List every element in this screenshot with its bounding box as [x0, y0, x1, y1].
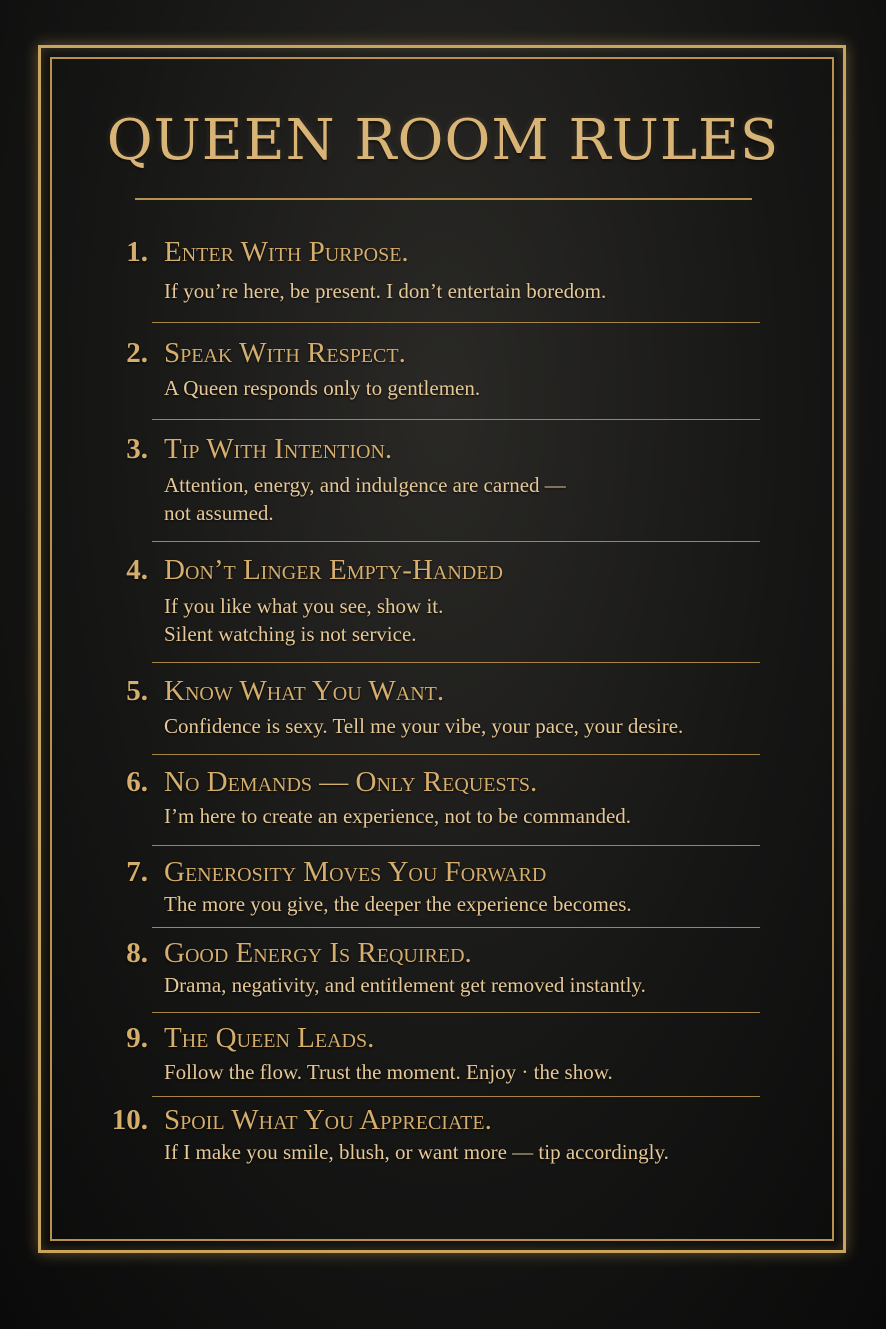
rule-number: 8. — [126, 937, 148, 969]
rule-description-line: Confidence is sexy. Tell me your vibe, your pace, your desire. — [164, 714, 684, 738]
rule-description-line: not assumed. — [164, 501, 274, 525]
rule-heading: Know What You Want. — [164, 675, 445, 707]
rule-number: 7. — [126, 856, 148, 888]
rule-divider — [152, 845, 760, 846]
rule-description-line: Drama, negativity, and entitlement get removed instantly. — [164, 973, 646, 997]
rule-description-line: The more you give, the deeper the experience becomes. — [164, 892, 632, 916]
rule-number: 9. — [126, 1022, 148, 1054]
rule-description-line: If you’re here, be present. I don’t entertain boredom. — [164, 279, 607, 303]
rule-divider — [152, 419, 760, 420]
rule-heading: Don’t Linger Empty-Handed — [164, 554, 503, 586]
rule-number: 10. — [111, 1104, 148, 1136]
rule-heading: No Demands — Only Requests. — [164, 766, 538, 798]
rule-description-line: I’m here to create an experience, not to be commanded. — [164, 804, 632, 828]
rule-divider — [152, 1096, 760, 1097]
poster-title: QUEEN ROOM RULES — [106, 108, 780, 173]
rule-divider — [152, 662, 760, 663]
rule-description-line: If I make you smile, blush, or want more — tip accordingly. — [164, 1140, 669, 1164]
rule-number: 5. — [126, 675, 148, 707]
rule-divider — [152, 541, 760, 542]
rule-divider — [152, 754, 760, 755]
rule-number: 6. — [126, 766, 148, 798]
rule-number: 1. — [126, 236, 148, 268]
rule-heading: Speak With Respect. — [164, 337, 406, 369]
rule-divider — [152, 322, 760, 323]
rule-heading: Tip With Intention. — [164, 433, 393, 465]
rule-divider — [152, 927, 760, 928]
rule-heading: The Queen Leads. — [164, 1022, 375, 1054]
rule-description-line: A Queen responds only to gentlemen. — [164, 376, 481, 400]
rule-description-line: If you like what you see, show it. — [164, 594, 444, 618]
rule-heading: Enter With Purpose. — [164, 236, 409, 268]
rule-description-line: Silent watching is not service. — [164, 622, 417, 646]
rule-heading: Spoil What You Appreciate. — [164, 1104, 492, 1136]
title-divider — [135, 198, 752, 200]
rule-number: 4. — [126, 554, 148, 586]
rule-number: 2. — [126, 337, 148, 369]
rule-heading: Good Energy Is Required. — [164, 937, 472, 969]
rule-heading: Generosity Moves You Forward — [164, 856, 547, 888]
rule-number: 3. — [126, 433, 148, 465]
rule-divider — [152, 1012, 760, 1013]
rule-description-line: Follow the flow. Trust the moment. Enjoy · the show. — [164, 1060, 613, 1084]
rule-description-line: Attention, energy, and indulgence are carned — — [164, 473, 566, 497]
